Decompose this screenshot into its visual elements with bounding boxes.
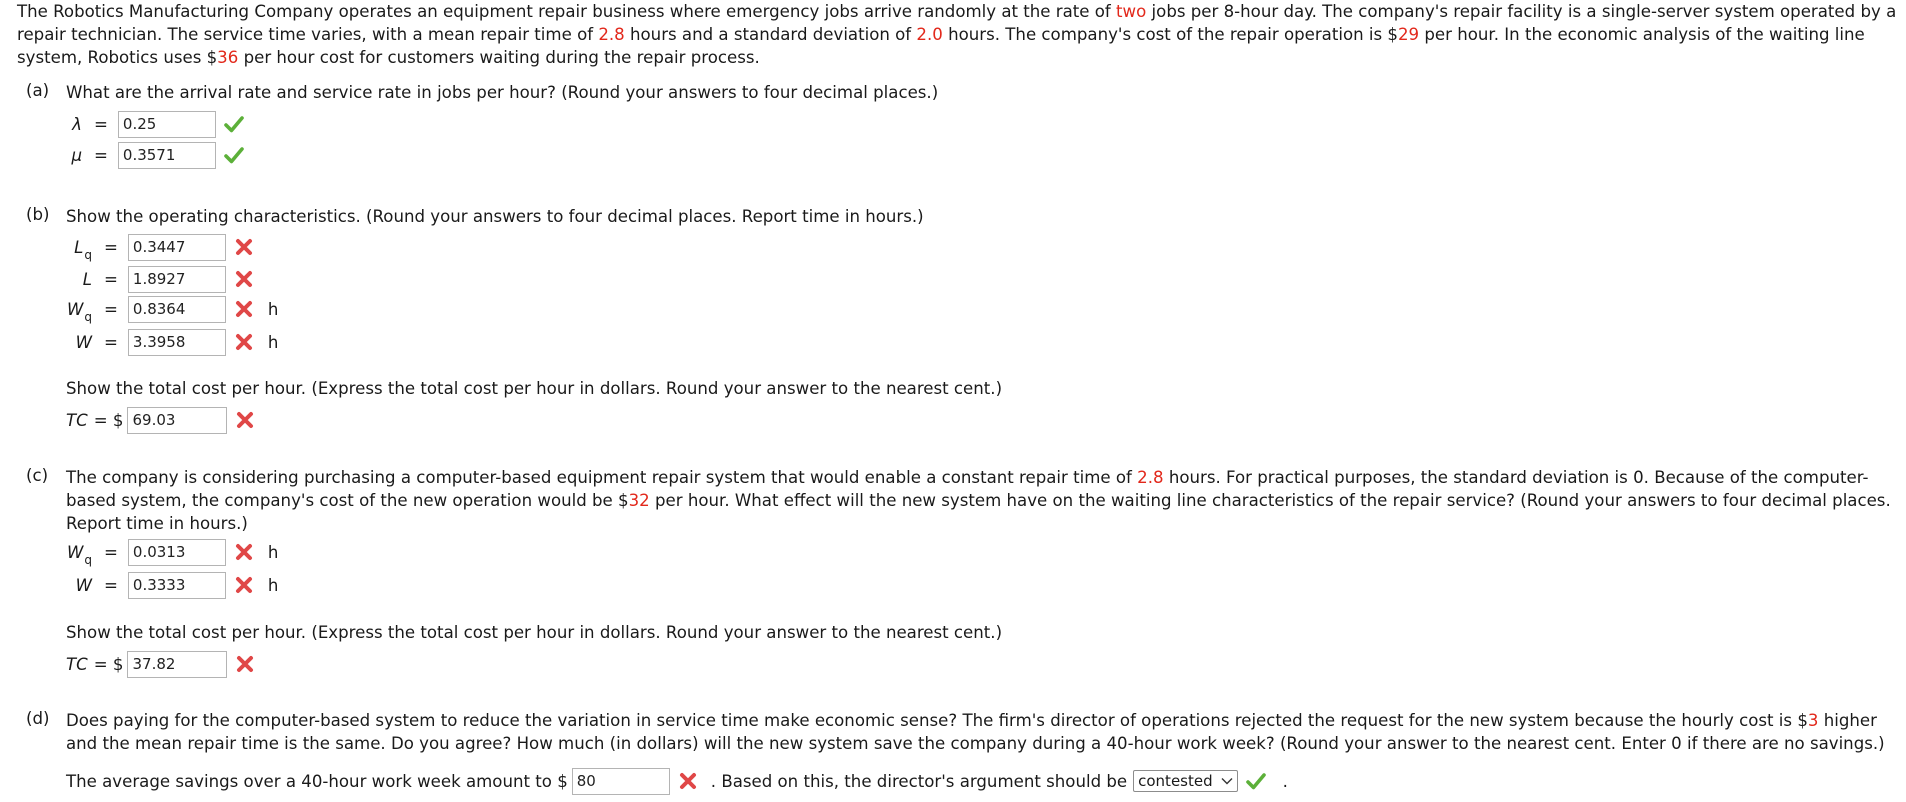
- cross-icon: [234, 409, 256, 431]
- part-b-label: (b): [26, 205, 50, 224]
- cost-number: 29: [1397, 25, 1420, 44]
- check-icon: [223, 113, 245, 135]
- part-c-tc-question: Show the total cost per hour. (Express the total cost per hour in dollars. Round your answer to the nearest cent.): [66, 623, 1003, 642]
- select-value: contested: [1138, 772, 1213, 790]
- equals-sign: =: [104, 542, 118, 562]
- cross-icon: [233, 268, 255, 290]
- savings-row: [66, 767, 1288, 795]
- lambda-symbol: λ: [72, 114, 82, 134]
- wq-symbol: $W_q$: [66, 299, 92, 324]
- sd-number: 2.0: [916, 25, 943, 44]
- part-d-label: (d): [26, 709, 50, 728]
- cross-icon: [233, 236, 255, 258]
- intro-text: jobs per 8-hour day. The company's repair facility is a single-server system operated by a repair technician. The service time varies, with a mean repair time of: [17, 2, 1897, 44]
- c-wq-row: [66, 538, 278, 566]
- cross-icon: [677, 770, 699, 792]
- check-icon: [1245, 770, 1267, 792]
- director-argument-select[interactable]: [1133, 770, 1238, 792]
- equals-sign: =: [104, 332, 118, 352]
- problem-intro: [17, 0, 1897, 69]
- mu-symbol: μ: [71, 145, 82, 165]
- wq-input[interactable]: 0.8364: [128, 296, 226, 323]
- intro-text: hours. The company's cost of the repair operation is $: [942, 25, 1398, 44]
- check-icon: [223, 144, 245, 166]
- wq-row: [66, 295, 278, 323]
- part-b-question: Show the operating characteristics. (Round your answers to four decimal places. Report time in hours.): [66, 207, 924, 226]
- w-row: [66, 328, 278, 356]
- w-symbol: W: [75, 575, 92, 595]
- w-symbol: W: [75, 332, 92, 352]
- l-symbol: L: [82, 269, 92, 289]
- equals-sign: =: [94, 114, 108, 134]
- lq-symbol: $L_q$: [74, 237, 92, 262]
- equals-dollar: = $: [93, 654, 124, 674]
- equals-sign: =: [104, 299, 118, 319]
- savings-input[interactable]: 80: [572, 768, 670, 795]
- tc-input-c[interactable]: 37.82: [127, 651, 227, 678]
- hours-unit: h: [267, 332, 279, 352]
- lq-row: [66, 233, 255, 261]
- c-wq-input[interactable]: 0.0313: [128, 539, 226, 566]
- equals-sign: =: [104, 237, 118, 257]
- equals-sign: =: [94, 145, 108, 165]
- intro-text: The Robotics Manufacturing Company operates an equipment repair business where emergency jobs arrive randomly at the rate of: [17, 2, 1117, 21]
- chevron-down-icon: [1221, 777, 1233, 785]
- mu-input[interactable]: 0.3571: [118, 142, 216, 169]
- part-b-tc-question: Show the total cost per hour. (Express the total cost per hour in dollars. Round your answer to the nearest cent.): [66, 379, 1003, 398]
- part-c-label: (c): [26, 466, 49, 485]
- wait-cost-number: 36: [217, 48, 239, 67]
- part-c-question: The company is considering purchasing a computer-based equipment repair system that would enable a constant repair time of 2.8 hours. For practical purposes, the standard deviation is 0. Because of the computer-based system, the company's cost of the new operation would be $32 per hour. What effect will the new system have on the waiting line characteristics of the repair service? (Round your answers to four decimal places. Report time in hours.): [66, 468, 1891, 533]
- tc-input-b[interactable]: 69.03: [127, 407, 227, 434]
- part-a-question: What are the arrival rate and service rate in jobs per hour? (Round your answers to four decimal places.): [66, 83, 939, 102]
- c-w-input[interactable]: 0.3333: [128, 572, 226, 599]
- c-w-row: [66, 571, 278, 599]
- cross-icon: [233, 541, 255, 563]
- tc-row-b: [66, 406, 256, 434]
- lambda-input[interactable]: 0.25: [118, 111, 216, 138]
- cross-icon: [233, 331, 255, 353]
- tc-row-c: [66, 650, 256, 678]
- intro-text: hours and a standard deviation of: [624, 25, 917, 44]
- equals-sign: =: [104, 269, 118, 289]
- mean-number: 2.8: [598, 25, 625, 44]
- cross-icon: [234, 653, 256, 675]
- l-input[interactable]: 1.8927: [128, 266, 226, 293]
- hours-unit: h: [267, 299, 279, 319]
- intro-text: per hour cost for customers waiting during the repair process.: [238, 48, 760, 67]
- end-period: .: [1282, 771, 1288, 791]
- director-text: . Based on this, the director's argument should be: [710, 771, 1128, 791]
- hours-unit: h: [267, 575, 279, 595]
- tc-symbol: TC: [66, 654, 88, 674]
- hours-unit: h: [267, 542, 279, 562]
- lambda-row: [66, 110, 245, 138]
- intro-text: per hour. In the economic analysis of the waiting line system, Robotics uses $: [17, 25, 1865, 67]
- part-a-label: (a): [26, 81, 50, 100]
- w-input[interactable]: 3.3958: [128, 329, 226, 356]
- savings-text: The average savings over a 40-hour work week amount to $: [66, 771, 568, 791]
- cross-icon: [233, 298, 255, 320]
- wq-symbol: $W_q$: [66, 542, 92, 567]
- equals-sign: =: [104, 575, 118, 595]
- l-row: [66, 265, 255, 293]
- arrival-number: two: [1116, 2, 1147, 21]
- equals-dollar: = $: [93, 410, 124, 430]
- tc-symbol: TC: [66, 410, 88, 430]
- cross-icon: [233, 574, 255, 596]
- mu-row: [66, 141, 245, 169]
- part-d-question: Does paying for the computer-based system to reduce the variation in service time make economic sense? The firm's director of operations rejected the request for the new system because the hourly cost is $3 higher and the mean repair time is the same. Do you agree? How much (in dollars) will the new system save the company during a 40-hour work week? (Round your answer to the nearest cent. Enter 0 if there are no savings.): [66, 711, 1885, 753]
- lq-input[interactable]: 0.3447: [128, 234, 226, 261]
